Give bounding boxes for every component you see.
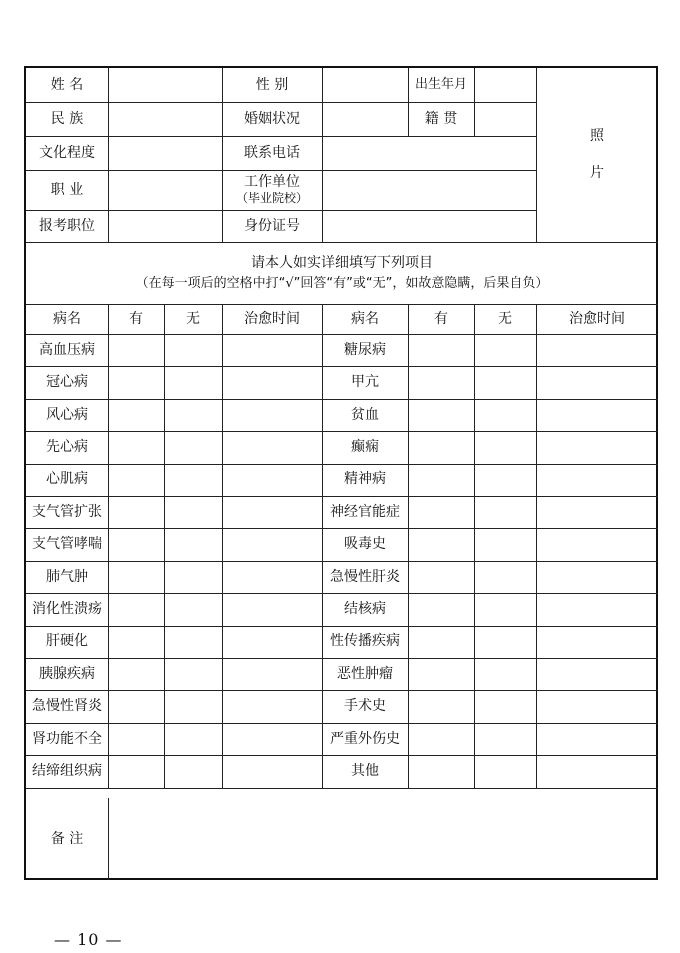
yes-checkbox-cell[interactable] [408,366,474,398]
position-field[interactable] [108,210,222,242]
disease-name: 癫痫 [351,438,379,455]
gender-label: 性 别 [255,76,289,93]
disease-name: 吸毒史 [344,536,386,553]
cure-time-field[interactable] [222,561,322,593]
workplace-label: 工作单位 [244,174,300,191]
header-3: 治愈时间 [244,310,300,327]
grid-line [26,690,658,691]
health-declaration-form [24,66,658,880]
disease-name: 其他 [351,762,379,779]
workplace-label-group [222,170,322,210]
grid-line [108,798,109,880]
cure-time-field[interactable] [536,528,658,560]
yes-checkbox-cell[interactable] [408,626,474,658]
disease-name: 糖尿病 [344,341,386,358]
yes-checkbox-cell[interactable] [408,399,474,431]
header-5: 有 [434,310,448,327]
grid-line [26,593,658,594]
instruction-note: （在每一项后的空格中打“√”回答“有”或“无”，如故意隐瞒，后果自负） [135,275,549,291]
position-label: 报考职位 [39,217,95,234]
instruction-title: 请本人如实详细填写下列项目 [251,254,433,271]
disease-name: 消化性溃疡 [32,600,102,617]
no-checkbox-cell[interactable] [474,626,536,658]
occupation-field[interactable] [108,170,222,210]
yes-checkbox-cell[interactable] [108,593,164,625]
yes-checkbox-cell[interactable] [408,658,474,690]
ethnicity-field[interactable] [108,102,222,136]
no-checkbox-cell[interactable] [474,528,536,560]
yes-checkbox-cell[interactable] [108,626,164,658]
yes-checkbox-cell[interactable] [408,464,474,496]
grid-line [536,68,537,242]
header-2: 无 [186,310,200,327]
grid-line [408,68,409,136]
native-place-label: 籍 贯 [424,110,458,127]
disease-name: 甲亢 [351,374,379,391]
grid-line [164,304,165,788]
photo-label-2: 片 [590,165,604,181]
cure-time-field[interactable] [536,561,658,593]
occupation-label: 职 业 [50,181,84,198]
remarks-field[interactable] [108,798,658,880]
no-checkbox-cell[interactable] [164,464,222,496]
cure-time-field[interactable] [536,658,658,690]
header-4: 病名 [351,310,379,327]
cure-time-field[interactable] [536,755,658,787]
yes-checkbox-cell[interactable] [108,464,164,496]
cure-time-field[interactable] [536,626,658,658]
grid-line [26,496,658,497]
no-checkbox-cell[interactable] [474,334,536,366]
yes-checkbox-cell[interactable] [108,431,164,463]
photo-label-1: 照 [590,128,604,145]
no-checkbox-cell[interactable] [474,366,536,398]
disease-name: 冠心病 [46,374,88,391]
yes-checkbox-cell[interactable] [408,723,474,755]
cure-time-field[interactable] [222,334,322,366]
birth-label: 出生年月 [414,77,467,93]
cure-time-field[interactable] [222,658,322,690]
no-checkbox-cell[interactable] [164,593,222,625]
yes-checkbox-cell[interactable] [408,755,474,787]
no-checkbox-cell[interactable] [474,723,536,755]
page-number: — 10 — [54,930,123,949]
photo-box[interactable] [536,68,658,242]
no-checkbox-cell[interactable] [164,366,222,398]
no-checkbox-cell[interactable] [164,690,222,722]
cure-time-field[interactable] [222,626,322,658]
grid-line [26,304,658,305]
grid-line [222,68,223,242]
disease-name: 性传播疾病 [330,633,400,650]
cure-time-field[interactable] [222,528,322,560]
disease-name: 恶性肿瘤 [337,665,393,682]
yes-checkbox-cell[interactable] [108,334,164,366]
grid-line [26,626,658,627]
no-checkbox-cell[interactable] [474,755,536,787]
phone-field[interactable] [322,136,536,170]
yes-checkbox-cell[interactable] [408,431,474,463]
disease-name: 精神病 [344,471,386,488]
cure-time-field[interactable] [536,431,658,463]
yes-checkbox-cell[interactable] [408,528,474,560]
grid-line [322,304,323,788]
disease-name: 神经官能症 [330,503,400,520]
marital-status-label: 婚姻状况 [244,110,300,127]
header-6: 无 [498,310,512,327]
disease-name: 严重外伤史 [330,730,400,747]
header-1: 有 [129,310,143,327]
workplace-field[interactable] [322,170,536,210]
no-checkbox-cell[interactable] [474,496,536,528]
disease-name: 风心病 [46,406,88,423]
grid-line [474,304,475,788]
yes-checkbox-cell[interactable] [108,755,164,787]
no-checkbox-cell[interactable] [164,755,222,787]
yes-checkbox-cell[interactable] [408,334,474,366]
disease-name: 先心病 [46,438,88,455]
no-checkbox-cell[interactable] [164,496,222,528]
no-checkbox-cell[interactable] [474,399,536,431]
cure-time-field[interactable] [536,334,658,366]
cure-time-field[interactable] [536,723,658,755]
id-number-field[interactable] [322,210,536,242]
grid-line [26,561,658,562]
cure-time-field[interactable] [222,690,322,722]
no-checkbox-cell[interactable] [474,593,536,625]
disease-name: 肝硬化 [46,633,88,650]
yes-checkbox-cell[interactable] [108,690,164,722]
yes-checkbox-cell[interactable] [108,561,164,593]
yes-checkbox-cell[interactable] [408,561,474,593]
grid-line [26,788,658,789]
cure-time-field[interactable] [222,723,322,755]
grid-line [108,304,109,788]
grid-line [474,68,475,136]
cure-time-field[interactable] [536,593,658,625]
no-checkbox-cell[interactable] [474,561,536,593]
yes-checkbox-cell[interactable] [108,723,164,755]
no-checkbox-cell[interactable] [164,528,222,560]
no-checkbox-cell[interactable] [164,626,222,658]
no-checkbox-cell[interactable] [164,723,222,755]
header-0: 病名 [53,310,81,327]
no-checkbox-cell[interactable] [164,399,222,431]
header-7: 治愈时间 [569,310,625,327]
cure-time-field[interactable] [222,366,322,398]
grid-line [26,102,536,103]
no-checkbox-cell[interactable] [164,431,222,463]
grid-line [26,464,658,465]
cure-time-field[interactable] [536,690,658,722]
disease-name: 结核病 [344,600,386,617]
cure-time-field[interactable] [536,399,658,431]
no-checkbox-cell[interactable] [474,431,536,463]
grid-line [26,658,658,659]
no-checkbox-cell[interactable] [474,658,536,690]
no-checkbox-cell[interactable] [164,561,222,593]
grid-line [26,399,658,400]
grid-line [26,366,658,367]
yes-checkbox-cell[interactable] [408,593,474,625]
disease-name: 肺气肿 [46,568,88,585]
grid-line [26,210,536,211]
grid-line [26,170,536,171]
disease-name: 急慢性肝炎 [330,568,400,585]
grid-line [26,723,658,724]
no-checkbox-cell[interactable] [164,658,222,690]
disease-name: 急慢性肾炎 [32,698,102,715]
grid-line [26,431,658,432]
cure-time-field[interactable] [222,755,322,787]
education-label: 文化程度 [39,144,95,161]
ethnicity-label: 民 族 [50,110,84,127]
grid-line [536,304,537,788]
cure-time-field[interactable] [536,464,658,496]
disease-name: 手术史 [344,698,386,715]
grid-line [108,68,109,242]
no-checkbox-cell[interactable] [164,334,222,366]
instructions [26,242,658,304]
name-field[interactable] [108,68,222,102]
grid-line [26,242,658,243]
yes-checkbox-cell[interactable] [108,366,164,398]
yes-checkbox-cell[interactable] [108,399,164,431]
no-checkbox-cell[interactable] [474,690,536,722]
disease-name: 结缔组织病 [32,762,102,779]
id-number-label: 身份证号 [244,217,300,234]
grid-line [26,136,536,137]
marital-status-field[interactable] [322,102,408,136]
yes-checkbox-cell[interactable] [108,528,164,560]
disease-name: 心肌病 [46,471,88,488]
cure-time-field[interactable] [222,593,322,625]
grid-line [222,304,223,788]
cure-time-field[interactable] [222,464,322,496]
disease-name: 贫血 [351,406,379,423]
yes-checkbox-cell[interactable] [408,496,474,528]
cure-time-field[interactable] [222,496,322,528]
phone-label: 联系电话 [244,144,300,161]
education-field[interactable] [108,136,222,170]
gender-field[interactable] [322,68,408,102]
native-place-field[interactable] [474,102,536,136]
birth-field[interactable] [474,68,536,102]
grid-line [26,755,658,756]
disease-name: 支气管哮喘 [32,536,102,553]
name-label: 姓 名 [50,76,84,93]
cure-time-field[interactable] [222,431,322,463]
disease-name: 高血压病 [39,341,95,358]
yes-checkbox-cell[interactable] [108,496,164,528]
remarks-label: 备 注 [50,830,84,847]
grid-line [26,528,658,529]
yes-checkbox-cell[interactable] [408,690,474,722]
disease-name: 肾功能不全 [32,730,102,747]
disease-name: 胰腺疾病 [39,665,95,682]
yes-checkbox-cell[interactable] [108,658,164,690]
cure-time-field[interactable] [536,366,658,398]
school-label: （毕业院校） [235,191,308,206]
cure-time-field[interactable] [222,399,322,431]
grid-line [26,334,658,335]
no-checkbox-cell[interactable] [474,464,536,496]
cure-time-field[interactable] [536,496,658,528]
disease-name: 支气管扩张 [32,503,102,520]
grid-line [408,304,409,788]
grid-line [322,68,323,242]
